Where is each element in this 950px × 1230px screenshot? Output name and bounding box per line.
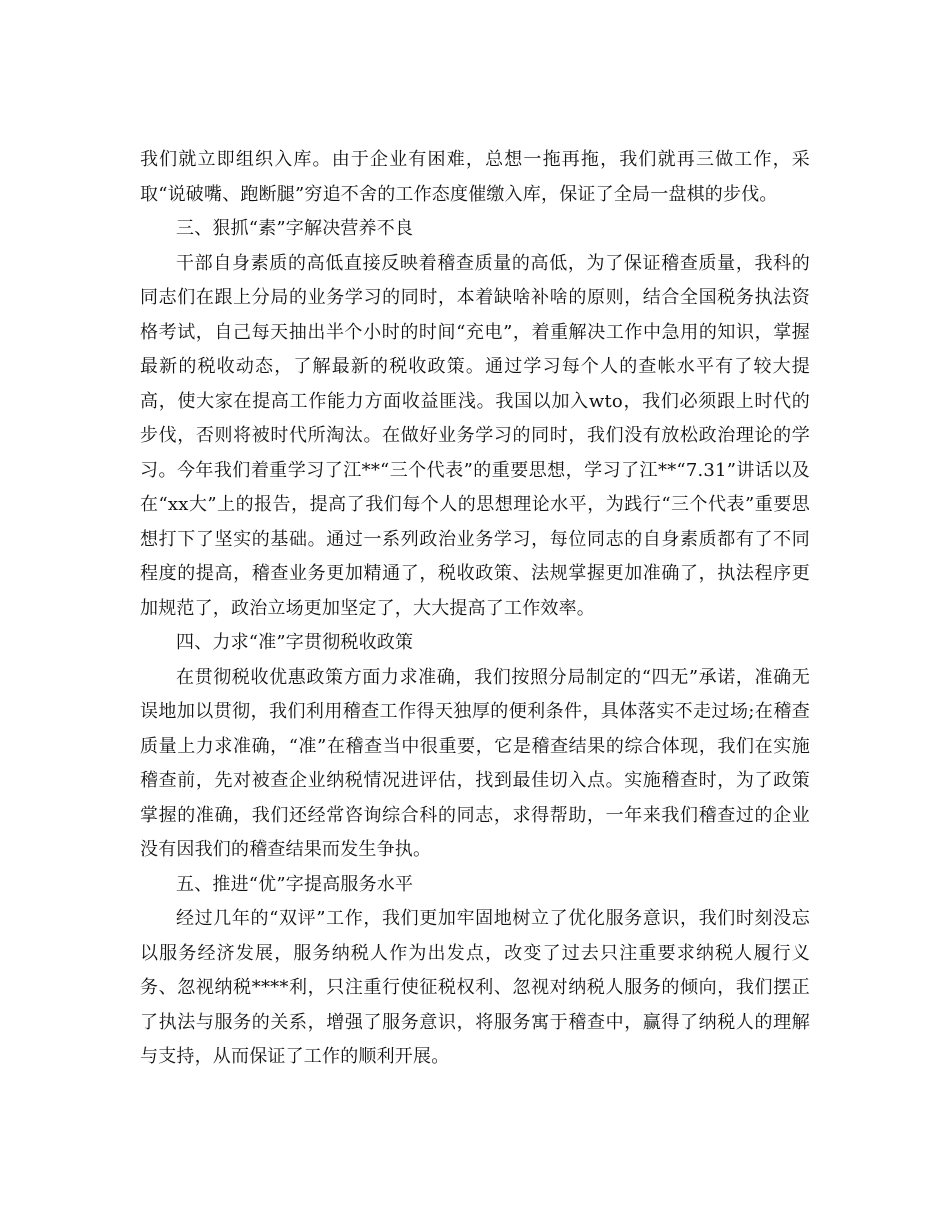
section-heading-three: 三、狠抓“素”字解决营养不良 bbox=[176, 218, 414, 239]
document-body bbox=[140, 143, 810, 1075]
paragraph-accuracy: 在贯彻税收优惠政策方面力求准确，我们按照分局制定的“四无”承诺，准确无误地加以贯彻，我们利用稽查工作得天独厚的便利条件，具体落实不走过场;在稽查质量上力求准确，“准”在稽查当中很重要，它是稽查结果的综合体现，我们在实施稽查前，先对被查企业纳税情况进评估，找到最佳切入点。实施稽查时，为了政策掌握的准确，我们还经常咨询综合科的同志，求得帮助，一年来我们稽查过的企业没有因我们的稽查结果而发生争执。 bbox=[140, 666, 810, 860]
paragraph-quality: 干部自身素质的高低直接反映着稽查质量的高低，为了保证稽查质量，我科的同志们在跟上分局的业务学习的同时，本着缺啥补啥的原则，结合全国税务执法资格考试，自己每天抽出半个小时的时间“充电”，着重解决工作中急用的知识，掌握最新的税收动态，了解最新的税收政策。通过学习每个人的查帐水平有了较大提高，使大家在提高工作能力方面收益匪浅。我国以加入wto，我们必须跟上时代的步伐，否则将被时代所淘汰。在做好业务学习的同时，我们没有放松政治理论的学习。今年我们着重学习了江**“三个代表”的重要思想，学习了江**“7.31”讲话以及在“xx大”上的报告，提高了我们每个人的思想理论水平，为践行“三个代表”重要思想打下了坚实的基础。通过一系列政治业务学习，每位同志的自身素质都有了不同程度的提高，稽查业务更加精通了，税收政策、法规掌握更加准确了，执法程序更加规范了，政治立场更加坚定了，大大提高了工作效率。 bbox=[140, 252, 810, 619]
section-heading-five: 五、推进“优”字提高服务水平 bbox=[176, 873, 414, 895]
section-heading-four: 四、力求“准”字贯彻税收政策 bbox=[176, 632, 414, 653]
paragraph-service: 经过几年的“双评”工作，我们更加牢固地树立了优化服务意识，我们时刻没忘以服务经济发展，服务纳税人作为出发点，改变了过去只注重要求纳税人履行义务、忽视纳税****利，只注重行使征税权利、忽视对纳税人服务的倾向，我们摆正了执法与服务的关系，增强了服务意识，将服务寓于稽查中，赢得了纳税人的理解与支持，从而保证了工作的顺利开展。 bbox=[140, 908, 810, 1067]
paragraph-continued: 我们就立即组织入库。由于企业有困难，总想一拖再拖，我们就再三做工作，采取“说破嘴、跑断腿”穷追不舍的工作态度催缴入库，保证了全局一盘棋的步伐。 bbox=[140, 149, 810, 205]
